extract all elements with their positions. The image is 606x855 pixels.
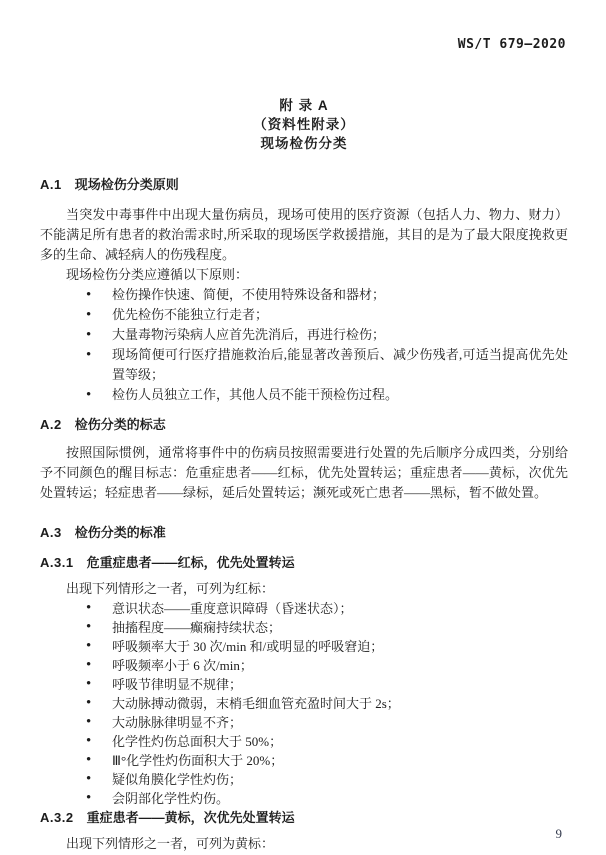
- section-a3-title: 检伤分类的标准: [74, 525, 166, 540]
- section-a31-heading: [40, 553, 568, 573]
- list-item: • 大动脉搏动微弱，末梢毛细血管充盈时间大于 2s；: [40, 694, 568, 713]
- section-a31-lead: 出现下列情形之一者，可列为红标：: [66, 581, 275, 596]
- list-item: • 疑似角膜化学性灼伤；: [40, 770, 568, 789]
- list-item: • 检伤人员独立工作，其他人员不能干预检伤过程。: [40, 385, 568, 405]
- list-item: • 呼吸频率大于 30 次/min 和/或明显的呼吸窘迫；: [40, 637, 568, 656]
- list-item: • 意识状态——重度意识障碍（昏迷状态）；: [40, 599, 568, 618]
- section-a1-title: 现场检伤分类原则: [74, 177, 179, 192]
- section-a1-bullet-list: [40, 285, 568, 405]
- section-a1-paragraph: 当突发中毒事件中出现大量伤病员，现场可使用的医疗资源（包括人力、物力、财力）不能满足所有患者的救治需求时,所采取的现场医学救援措施，其目的是为了最大限度挽救更多的生命、减轻病人的伤残程度。: [40, 207, 568, 262]
- section-a1-principles-lead: 现场检伤分类应遵循以下原则：: [66, 267, 249, 282]
- section-a2-heading: [40, 415, 568, 435]
- page-content: [40, 96, 568, 854]
- section-a2-number: A.2: [40, 417, 62, 432]
- section-a1-number: A.1: [40, 177, 62, 192]
- section-a32-heading: [40, 808, 568, 828]
- list-item: • 会阴部化学性灼伤。: [40, 789, 568, 808]
- page-number: 9: [555, 826, 562, 841]
- appendix-title-line3: 现场检伤分类: [260, 136, 348, 151]
- appendix-title-block: [40, 96, 568, 153]
- section-a32-lead: 出现下列情形之一者，可列为黄标：: [66, 836, 275, 851]
- list-item: • 呼吸节律明显不规律；: [40, 675, 568, 694]
- list-item: • 抽搐程度——癫痫持续状态；: [40, 618, 568, 637]
- section-a31-bullet-list: [40, 599, 568, 808]
- section-a2-paragraph: 按照国际惯例，通常将事件中的伤病员按照需要进行处置的先后顺序分成四类，分别给予不同颜色的醒目标志：危重症患者——红标，优先处置转运；重症患者——黄标，次优先处置转运；轻症患者——绿标，延后处置转运；濒死或死亡患者——黑标，暂不做处置。: [40, 445, 568, 500]
- standard-code-header: WS/T 679—2020: [457, 37, 566, 52]
- section-a31-number: A.3.1: [40, 555, 74, 570]
- list-item: • 现场简便可行医疗措施救治后,能显著改善预后、减少伤残者,可适当提高优先处置等级；: [40, 345, 568, 385]
- appendix-title-line2: （资料性附录）: [253, 117, 355, 132]
- list-item: • 呼吸频率小于 6 次/min；: [40, 656, 568, 675]
- section-a3-heading: [40, 523, 568, 543]
- list-item: • 优先检伤不能独立行走者；: [40, 305, 568, 325]
- appendix-title-line1: 附 录 A: [279, 98, 329, 113]
- list-item: • 化学性灼伤总面积大于 50%；: [40, 732, 568, 751]
- section-a2-title: 检伤分类的标志: [74, 417, 166, 432]
- section-a32-number: A.3.2: [40, 810, 74, 825]
- section-a32-title: 重症患者——黄标，次优先处置转运: [86, 810, 295, 825]
- list-item: • Ⅲ°化学性灼伤面积大于 20%；: [40, 751, 568, 770]
- section-a1-heading: [40, 175, 568, 195]
- section-a31-title: 危重症患者——红标，优先处置转运: [86, 555, 295, 570]
- list-item: • 检伤操作快速、简便，不使用特殊设备和器材；: [40, 285, 568, 305]
- section-a3-number: A.3: [40, 525, 62, 540]
- list-item: • 大量毒物污染病人应首先洗消后，再进行检伤；: [40, 325, 568, 345]
- list-item: • 大动脉脉律明显不齐；: [40, 713, 568, 732]
